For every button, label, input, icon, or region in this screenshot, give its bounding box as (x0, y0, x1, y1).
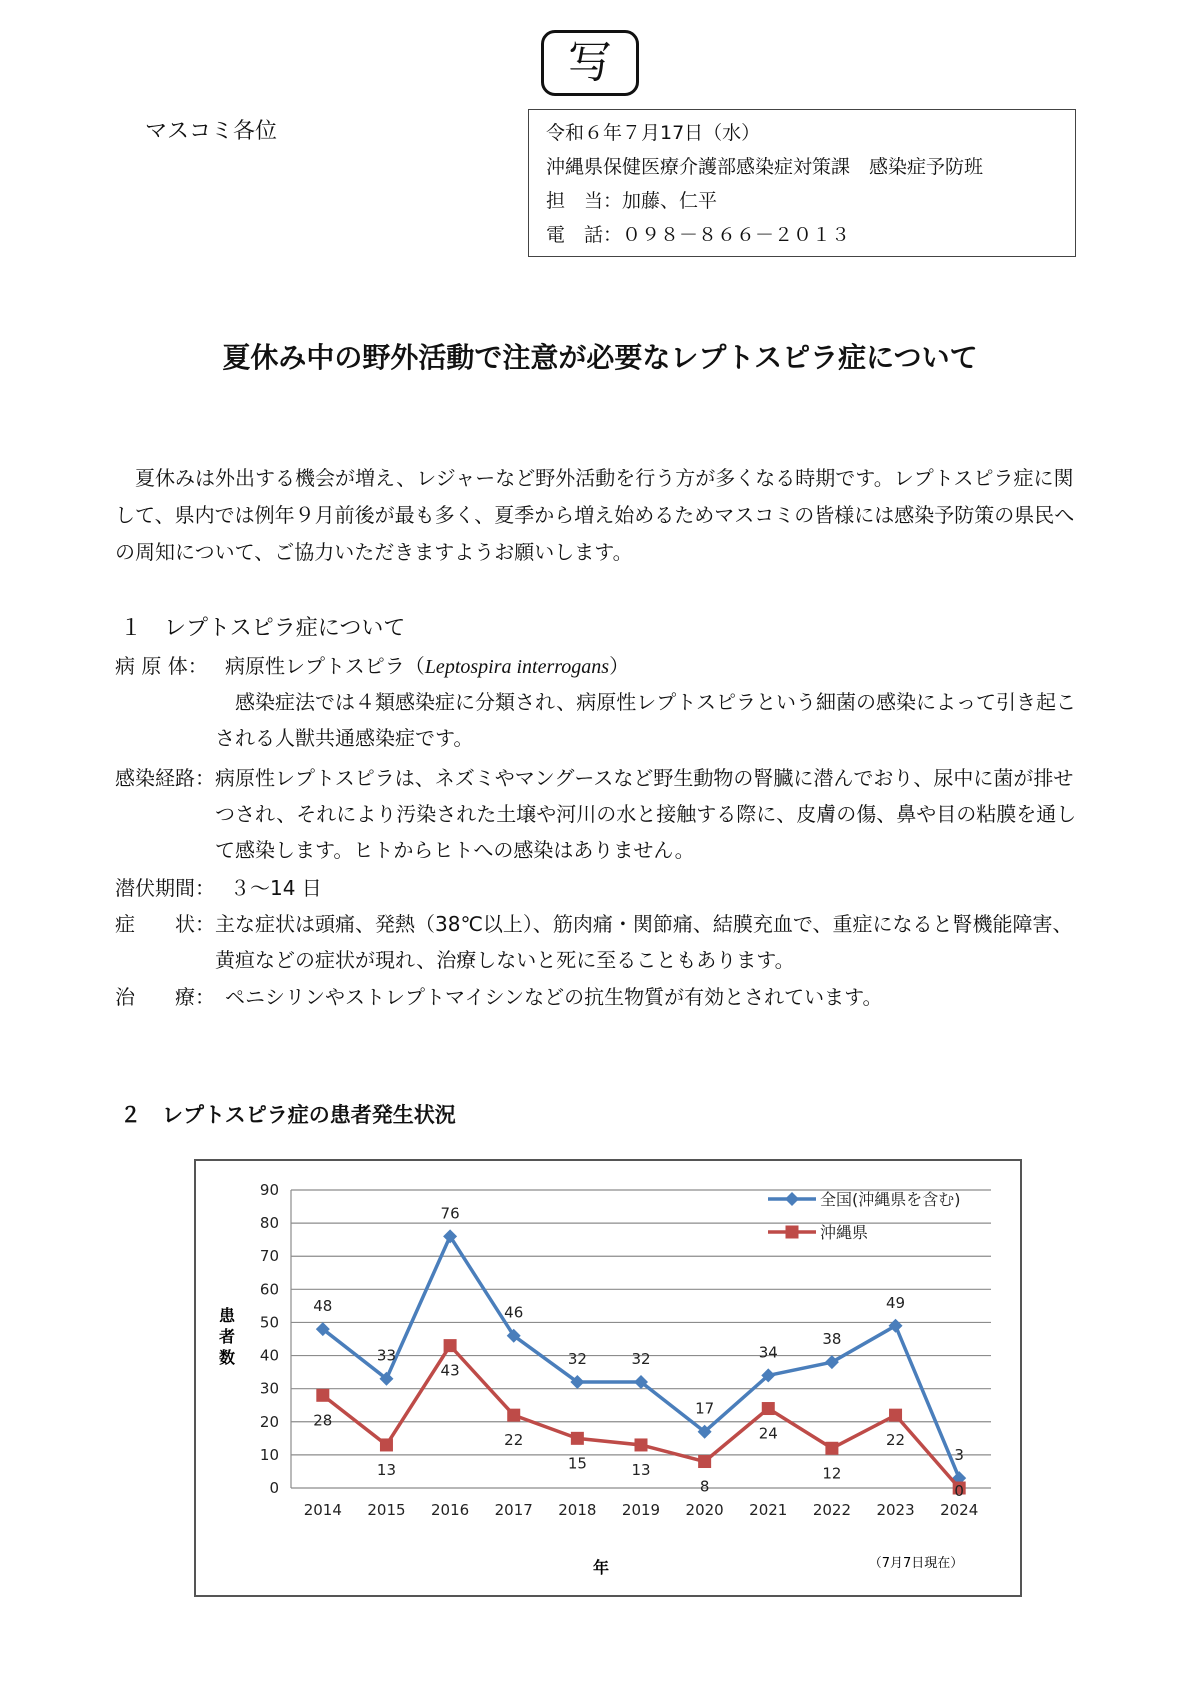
data-label: 22 (885, 1431, 906, 1450)
pathogen-description (215, 684, 1095, 756)
y-axis-label (219, 1306, 236, 1367)
y-axis-label-char: 者 (218, 1327, 236, 1346)
data-label: 15 (567, 1454, 587, 1473)
symptom-value: 主な症状は頭痛、発熱（38℃以上）、筋肉痛・関節痛、結膜充血で、重症になると腎機能障害、黄疸などの症状が現れ、治療しないと死に至ることもあります。 (215, 912, 1073, 972)
data-label: 3 (954, 1446, 964, 1465)
data-label: 48 (313, 1297, 333, 1316)
data-label: 28 (313, 1411, 333, 1430)
x-tick-label: 2016 (430, 1501, 470, 1519)
y-tick-label: 0 (269, 1479, 279, 1497)
chart-frame (194, 1159, 1022, 1597)
legend-marker (785, 1192, 799, 1206)
legend-label: 沖縄県 (820, 1223, 869, 1242)
data-point-okinawa (507, 1409, 520, 1422)
route-label: 感染経路： (115, 766, 215, 790)
y-tick-label: 80 (259, 1214, 279, 1233)
chart-note: （7月7日現在） (868, 1556, 964, 1571)
treatment-value: ペニシリンやストレプトマイシンなどの抗生物質が有効とされています。 (225, 985, 883, 1009)
data-point-okinawa (571, 1432, 584, 1445)
pathogen-latin-name: Leptospira interrogans (424, 656, 610, 678)
pathogen-value (225, 648, 1085, 685)
legend-label: 全国(沖縄県を含む) (820, 1190, 961, 1209)
pathogen-name: 病原性レプトスピラ（ (225, 654, 425, 678)
data-label: 49 (885, 1293, 906, 1312)
x-tick-label: 2022 (812, 1501, 852, 1519)
x-tick-label: 2023 (876, 1501, 915, 1519)
data-label: 22 (504, 1431, 524, 1450)
data-point-okinawa (316, 1389, 329, 1402)
y-tick-label: 30 (259, 1379, 279, 1398)
data-label: 32 (631, 1350, 651, 1369)
phone-number: 電 話：０９８－８６６－２０１３ (546, 224, 851, 246)
data-label: 0 (954, 1482, 964, 1500)
department: 沖縄県保健医療介護部感染症対策課 感染症予防班 (546, 156, 984, 178)
x-tick-label: 2017 (494, 1501, 533, 1519)
incubation-value: ３～14 日 (230, 876, 322, 900)
incubation-label: 潜伏期間： (115, 876, 215, 900)
data-point-okinawa (762, 1402, 775, 1415)
data-label: 13 (631, 1460, 651, 1479)
intro-paragraph: 夏休みは外出する機会が増え、レジャーなど野外活動を行う方が多くなる時期です。レプトスピラ症に関して、県内では例年９月前後が最も多く、夏季から増え始めるためマスコミの皆様には感染予防策の県民への周知について、ご協力いただきますようお願いします。 (115, 466, 1075, 564)
data-label: 38 (822, 1330, 842, 1349)
data-point-okinawa (635, 1438, 648, 1451)
section-1-heading: １ レプトスピラ症について (120, 616, 406, 641)
x-axis-ticks (304, 1501, 979, 1519)
data-point-okinawa (889, 1409, 902, 1422)
data-label: 33 (376, 1346, 397, 1365)
y-axis-label-char: 数 (218, 1348, 236, 1367)
data-label: 43 (440, 1361, 460, 1380)
pathogen-label: 病 原 体： (115, 654, 208, 678)
data-label: 8 (699, 1477, 710, 1496)
data-label: 34 (758, 1343, 778, 1362)
y-tick-label: 40 (259, 1346, 279, 1365)
y-tick-label: 20 (259, 1412, 279, 1431)
symptom-label: 症 状： (115, 912, 215, 936)
data-label: 46 (504, 1303, 524, 1322)
x-tick-label: 2015 (367, 1501, 406, 1519)
y-tick-label: 70 (259, 1247, 279, 1266)
chart-legend (768, 1190, 961, 1242)
route-item (115, 760, 1095, 870)
y-tick-label: 10 (259, 1445, 279, 1464)
data-label: 76 (440, 1204, 460, 1223)
x-tick-label: 2019 (621, 1501, 661, 1519)
data-label: 32 (567, 1350, 587, 1369)
x-axis-label: 年 (592, 1558, 610, 1577)
section-2-heading: ２ レプトスピラ症の患者発生状況 (120, 1103, 456, 1127)
data-point-national (825, 1355, 839, 1369)
x-tick-label: 2021 (749, 1501, 788, 1519)
data-point-okinawa (825, 1442, 838, 1455)
y-axis-ticks (260, 1181, 279, 1497)
contact-person: 担 当：加藤、仁平 (546, 190, 718, 212)
x-tick-label: 2014 (303, 1501, 342, 1519)
data-point-okinawa (380, 1438, 393, 1451)
photo-stamp: 写 (541, 30, 639, 96)
release-date: 令和６年７月17日（水） (546, 122, 761, 144)
data-point-national (889, 1319, 903, 1333)
data-label: 12 (822, 1464, 842, 1483)
x-tick-label: 2024 (940, 1501, 979, 1519)
data-label: 13 (376, 1460, 397, 1479)
addressee: マスコミ各位 (145, 119, 278, 144)
y-axis-label-char: 患 (218, 1306, 236, 1325)
contact-info-box (528, 109, 1076, 257)
data-label: 24 (758, 1424, 778, 1443)
x-tick-label: 2018 (558, 1501, 597, 1519)
route-value: 病原性レプトスピラは、ネズミやマングースなど野生動物の腎臓に潜んでおり、尿中に菌が排せつされ、それにより汚染された土壌や河川の水と接触する際に、皮膚の傷、鼻や目の粘膜を通して感染します。ヒトからヒトへの感染はありません。 (215, 766, 1077, 862)
y-tick-label: 50 (259, 1313, 279, 1332)
data-point-okinawa (444, 1339, 457, 1352)
pathogen-description-text: 感染症法では４類感染症に分類され、病原性レプトスピラという細菌の感染によって引き起こされる人獣共通感染症です。 (215, 690, 1076, 750)
page-title: 夏休み中の野外活動で注意が必要なレプトスピラ症について (222, 341, 978, 374)
data-point-okinawa (698, 1455, 711, 1468)
pathogen-close: ） (609, 654, 630, 678)
y-tick-label: 60 (259, 1280, 279, 1299)
patient-line-chart (196, 1161, 1020, 1595)
y-tick-label: 90 (259, 1181, 279, 1199)
data-label: 17 (695, 1399, 715, 1418)
symptom-item (115, 906, 1095, 978)
x-tick-label: 2020 (685, 1501, 724, 1519)
chart-series (313, 1204, 966, 1500)
treatment-label: 治 療： (115, 985, 215, 1009)
legend-marker (786, 1226, 799, 1239)
